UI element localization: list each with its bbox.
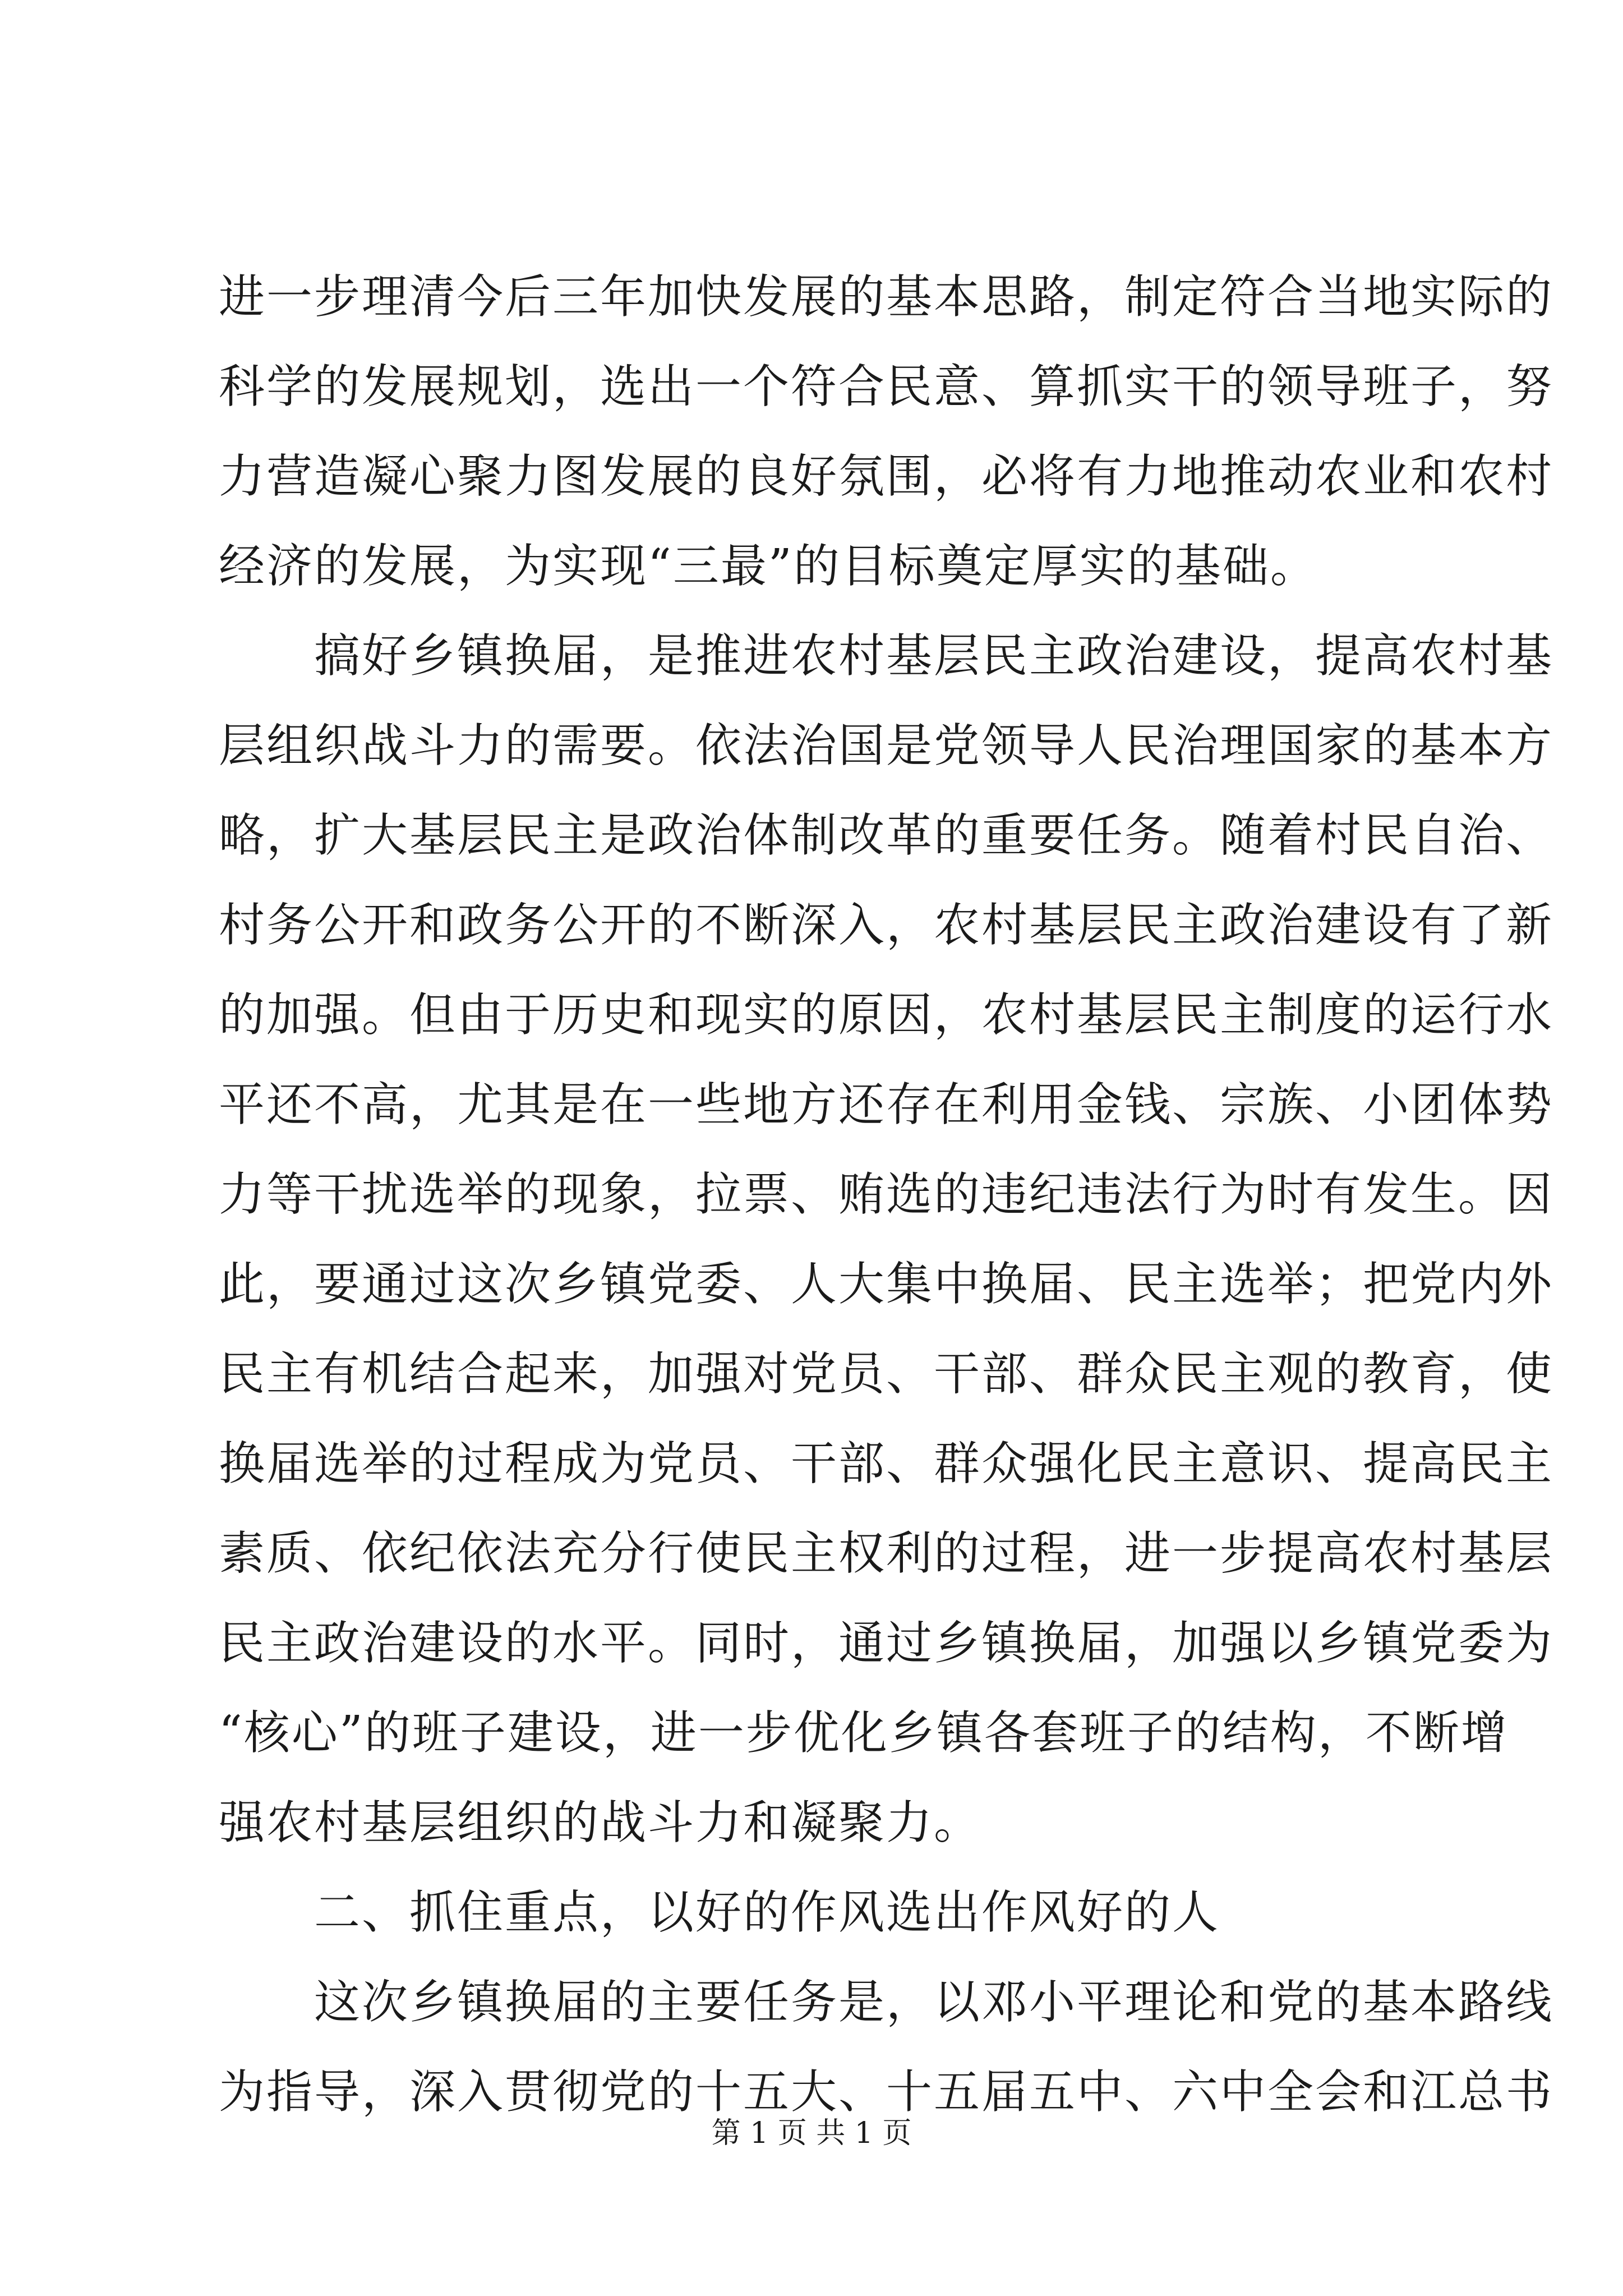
text-line: 略，扩大基层民主是政治体制改革的重要任务。随着村民自治、 (219, 809, 1554, 862)
page-footer: 第 1 页 共 1 页 (711, 2116, 912, 2150)
text-line: 科学的发展规划，选出一个符合民意、算抓实干的领导班子，努 (219, 360, 1554, 413)
text-line: 换届选举的过程成为党员、干部、群众强化民主意识、提高民主 (219, 1437, 1554, 1490)
text-line: “核心”的班子建设，进一步优化乡镇各套班子的结构，不断增 (219, 1706, 1509, 1760)
section-heading: 二、抓住重点，以好的作风选出作风好的人 (219, 1886, 1220, 1939)
text-line: 素质、依纪依法充分行使民主权利的过程，进一步提高农村基层 (219, 1527, 1554, 1580)
text-line: 层组织战斗力的需要。依法治国是党领导人民治理国家的基本方 (219, 719, 1554, 772)
text-line: 强农村基层组织的战斗力和凝聚力。 (219, 1796, 982, 1849)
text-line: 进一步理清今后三年加快发展的基本思路，制定符合当地实际的 (219, 270, 1554, 324)
text-line: 此，要通过这次乡镇党委、人大集中换届、民主选举；把党内外 (219, 1258, 1554, 1311)
text-line: 力营造凝心聚力图发展的良好氛围，必将有力地推动农业和农村 (219, 450, 1554, 503)
text-line: 经济的发展，为实现“三最”的目标奠定厚实的基础。 (219, 540, 1318, 593)
paragraph-start-line: 搞好乡镇换届，是推进农村基层民主政治建设，提高农村基 (219, 629, 1554, 683)
text-line: 的加强。但由于历史和现实的原因，农村基层民主制度的运行水 (219, 988, 1554, 1042)
paragraph-start-line: 这次乡镇换届的主要任务是，以邓小平理论和党的基本路线 (219, 1976, 1554, 2029)
text-line: 民主有机结合起来，加强对党员、干部、群众民主观的教育，使 (219, 1347, 1554, 1401)
text-line: 力等干扰选举的现象，拉票、贿选的违纪违法行为时有发生。因 (219, 1168, 1554, 1221)
text-line: 为指导，深入贯彻党的十五大、十五届五中、六中全会和江总书 (219, 2065, 1554, 2119)
text-line: 村务公开和政务公开的不断深入，农村基层民主政治建设有了新 (219, 899, 1554, 952)
text-line: 平还不高，尤其是在一些地方还存在利用金钱、宗族、小团体势 (219, 1078, 1554, 1131)
document-body (219, 252, 1554, 2137)
text-line: 民主政治建设的水平。同时，通过乡镇换届，加强以乡镇党委为 (219, 1617, 1554, 1670)
